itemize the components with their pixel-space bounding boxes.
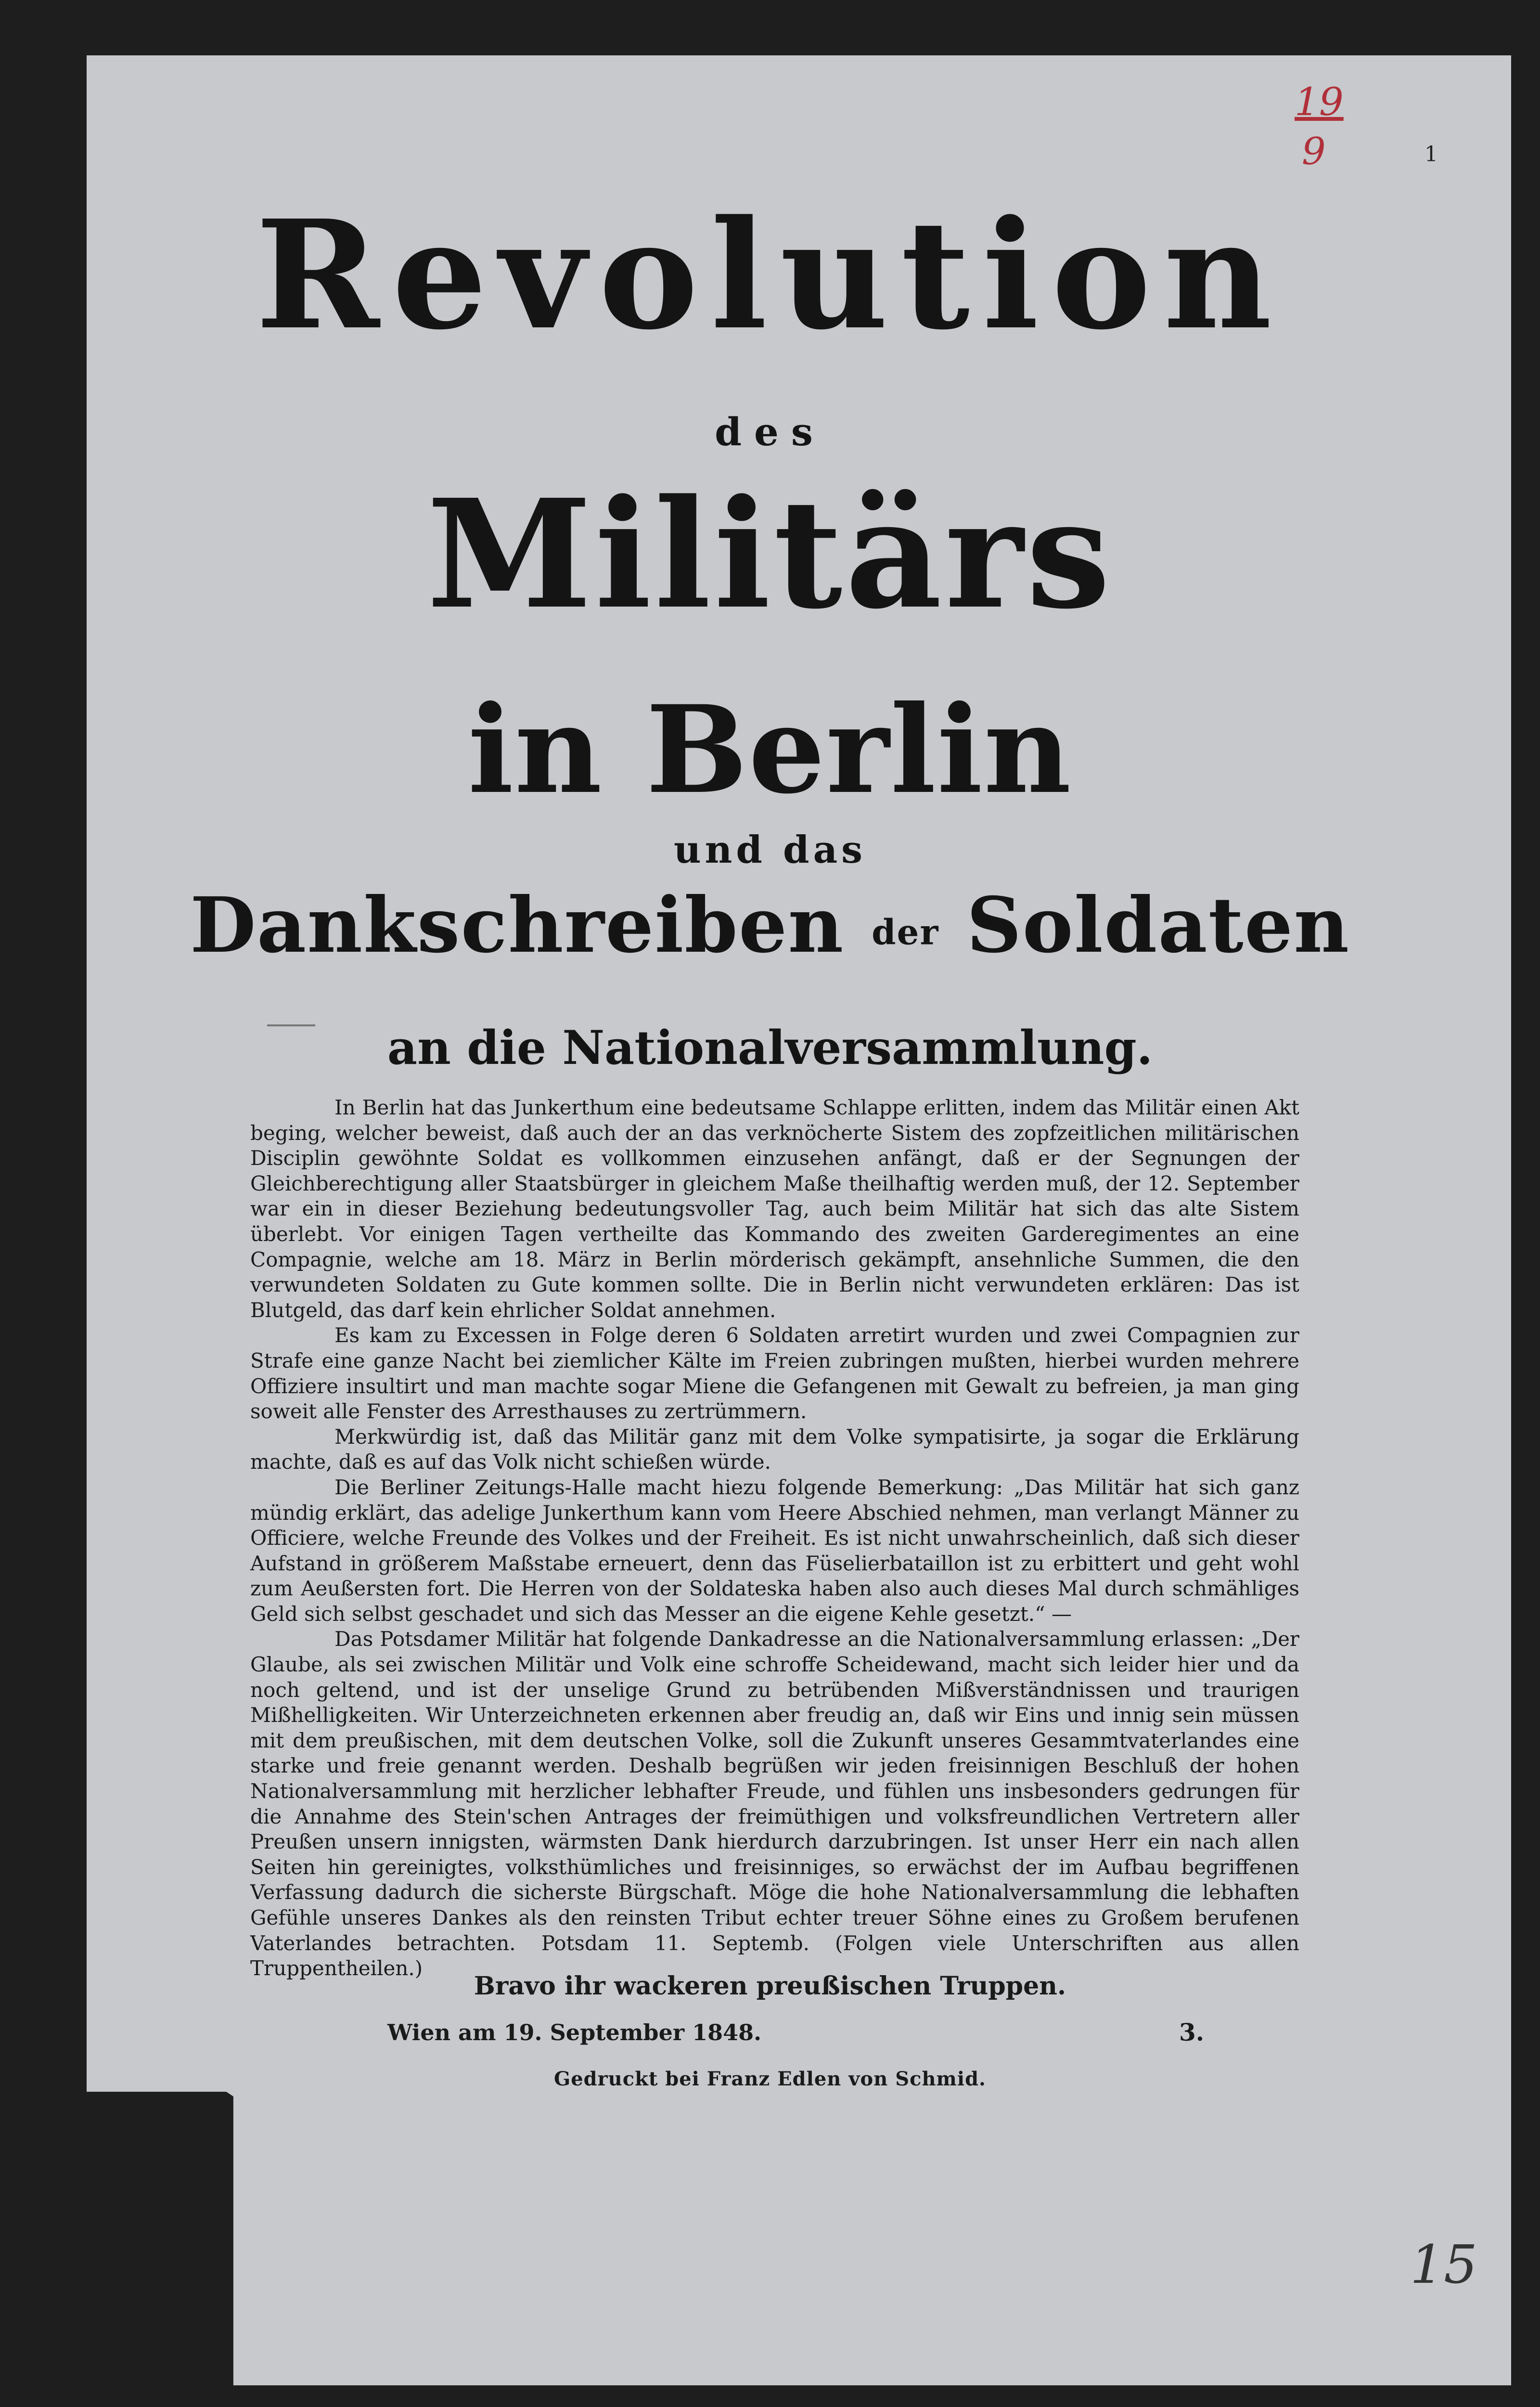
- title-dankschreiben-line: [0, 881, 1540, 970]
- title-dankschreiben: Dankschreiben: [190, 881, 845, 970]
- paragraph-1: In Berlin hat das Junkerthum eine bedeutsame Schlappe erlitten, indem das Militär einen Akt beging, welcher beweist, daß auch der an das verknöcherte Sistem des zopfzeitlichen militärischen Disciplin gewöhnte Soldat es vollkommen einzusehen anfängt, daß er der Segnungen der Gleichberechtigung aller Staatsbürger in gleichem Maße theilhaftig werden muß, der 12. September war ein in dieser Beziehung bedeutungsvoller Tag, auch beim Militär hat sich das alte Sistem überlebt. Vor einigen Tagen vertheilte das Kommando des zweiten Garderegimentes an eine Compagnie, welche am 18. März in Berlin mörderisch gekämpft, ansehnliche Summen, die den verwundeten Soldaten zu Gute kommen sollte. Die in Berlin nicht verwundeten erklären: Das ist Blutgeld, das darf kein ehrlicher Soldat annehmen.: [250, 1096, 1299, 1322]
- paragraph-5: Das Potsdamer Militär hat folgende Dankadresse an die Nationalversammlung erlassen: „Der Glaube, als sei zwischen Militär und Volk eine schroffe Scheidewand, macht sich leider hier und da noch geltend, und ist der unselige Grund zu betrübenden Mißverständnissen und traurigen Mißhelligkeiten. Wir Unterzeichneten erkennen aber freudig an, daß wir Eins und innig sein müssen mit dem preußischen, mit dem deutschen Volke, soll die Zukunft unseres Gesammtvaterlandes eine starke und freie genannt werden. Deshalb begrüßen wir jeden freisinnigen Beschluß der hohen Nationalversammlung mit herzlicher lebhafter Freude, und fühlen uns insbesonders gedrungen für die Annahme des Stein'schen Antrages der freimüthigen und volksfreundlichen Vertretern aller Preußen unsern innigsten, wärmsten Dank hierdurch darzubringen. Ist unser Herr ein nach allen Seiten hin gereinigtes, volksthümliches und freisinniges, so erwächst der im Aufbau begriffenen Verfassung dadurch die sicherste Bürgschaft. Möge die hohe Nationalversammlung die lebhaften Gefühle unseres Dankes als den reinsten Tribut echter treuer Söhne eines zu Großem berufenen Vaterlandes betrachten. Potsdam 11. Septemb. (Folgen viele Unterschriften aus allen Truppentheilen.): [250, 1627, 1299, 1980]
- page-number: 3.: [1179, 2018, 1205, 2046]
- closing-exclamation: Bravo ihr wackeren preußischen Truppen.: [474, 1971, 1066, 2001]
- dateline: Wien am 19. September 1848.: [387, 2019, 762, 2045]
- printer-credit: Gedruckt bei Franz Edlen von Schmid.: [554, 2068, 986, 2090]
- title-revolution: Revolution: [255, 188, 1284, 363]
- paragraph-3: Merkwürdig ist, daß das Militär ganz mit dem Volke sympatisirte, ja sogar die Erklärung machte, daß es auf das Volk nicht schießen würde.: [250, 1424, 1299, 1474]
- paragraph-4: Die Berliner Zeitungs-Halle macht hiezu folgende Bemerkung: „Das Militär hat sich ganz mündig erklärt, das adelige Junkerthum kann vom Heere Abschied nehmen, man verlangt Männer zu Officiere, welche Freunde des Volkes und der Freiheit. Es ist nicht unwahrscheinlich, daß sich dieser Aufstand in größerem Maßstabe erneuert, denn das Füselierbataillon ist zu erbittert und geht wohl zum Aeußersten fort. Die Herren von der Soldateska haben also auch dieses Mal durch schmähliges Geld sich selbst geschadet und sich das Messer an die eigene Kehle gesetzt.“ —: [250, 1475, 1299, 1626]
- folio-number: 15: [1410, 2234, 1477, 2295]
- body-text: [250, 1095, 1299, 1981]
- title-des: des: [715, 409, 825, 454]
- paragraph-2: Es kam zu Excessen in Folge deren 6 Soldaten arretirt wurden und zwei Compagnien zur Strafe eine ganze Nacht bei ziemlicher Kälte im Freien zubringen mußten, hierbei wurden mehrere Offiziere insultirt und man machte sogar Miene die Gefangenen mit Gewalt zu befreien, ja man ging soweit alle Fenster des Arresthauses zu zertrümmern.: [250, 1323, 1299, 1423]
- title-nationalversammlung: an die Nationalversammlung.: [387, 1021, 1153, 1075]
- title-soldaten: Soldaten: [966, 881, 1350, 970]
- title-der: der: [872, 911, 939, 953]
- archive-mark-bottom: 9: [1302, 130, 1326, 173]
- title-in-berlin: in Berlin: [468, 679, 1072, 820]
- title-militaers: Militärs: [426, 467, 1114, 642]
- archive-mark-top: 19: [1295, 79, 1344, 124]
- title-und-das: und das: [673, 828, 867, 872]
- corner-number: 1: [1424, 142, 1438, 167]
